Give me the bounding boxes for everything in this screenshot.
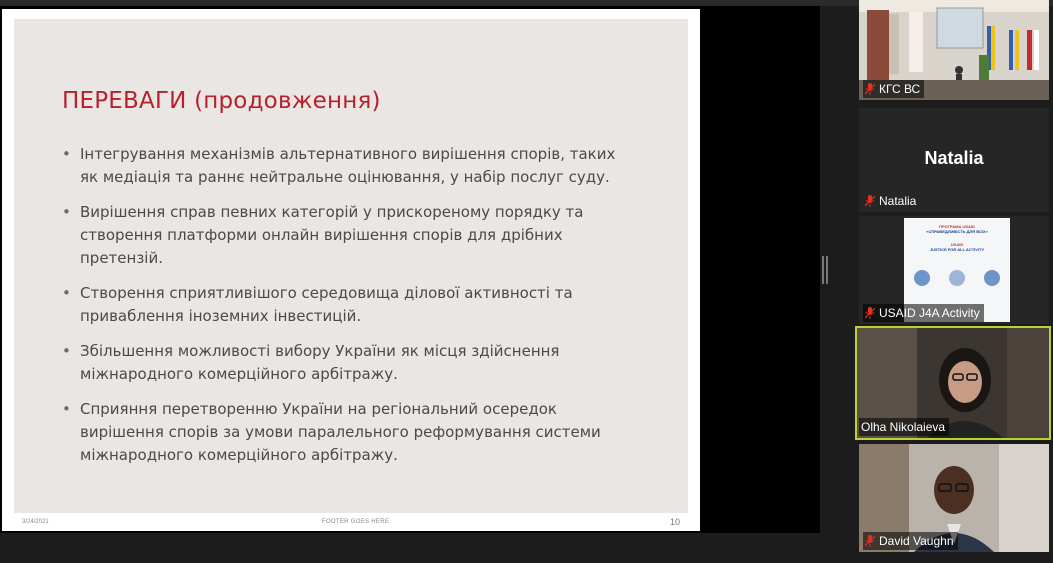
participant-tile[interactable] <box>859 0 1049 100</box>
slide-content-area <box>14 19 688 513</box>
slide-page-number: 10 <box>669 517 680 527</box>
bullet-item: • Вирішення справ певних категорій у прискореному порядку та створення платформи онлайн вирішення спорів для дрібних претензій. <box>62 203 584 267</box>
participant-name-label: Natalia <box>863 192 920 210</box>
bullet-item: • Сприяння перетворенню України на регіональний осередок вирішення спорів за умови паралельного реформування системи міжнародного комерційного арбітражу. <box>62 400 601 464</box>
bullet-item: • Збільшення можливості вибору України як місця здійснення міжнародного комерційного арбітражу. <box>62 342 560 383</box>
bullet-icon: • <box>62 145 71 163</box>
bullet-list <box>62 143 662 479</box>
presentation-slide <box>2 9 700 531</box>
participant-tile[interactable] <box>859 216 1049 324</box>
participant-tile[interactable] <box>859 444 1049 552</box>
bullet-icon: • <box>62 284 71 302</box>
mic-muted-icon <box>865 83 875 95</box>
bullet-item: • Інтегрування механізмів альтернативного вирішення спорів, таких як медіація та раннє нейтральне оцінювання, у набір послуг суду. <box>62 145 616 186</box>
panel-resize-handle[interactable] <box>822 256 828 284</box>
bullet-item: • Створення сприятливішого середовища ділової активності та приваблення іноземних інвестицій. <box>62 284 573 325</box>
bullet-icon: • <box>62 400 71 418</box>
participant-name-label: David Vaughn <box>863 532 958 550</box>
mic-muted-icon <box>865 307 875 319</box>
participant-tile-active-speaker[interactable] <box>855 326 1051 440</box>
usaid-poster: ПРОГРАМА USAID «СПРАВЕДЛИВІСТЬ ДЛЯ ВСІХ» USAID JUSTICE FOR ALL ACTIVITY <box>904 218 1010 322</box>
slide-footer-date: 3/24/2021 <box>22 519 49 525</box>
participant-name-label: Olha Nikolaieva <box>859 418 949 436</box>
bottom-bar <box>0 533 855 563</box>
bullet-icon: • <box>62 342 71 360</box>
bullet-icon: • <box>62 203 71 221</box>
participant-gallery <box>855 0 1053 563</box>
participant-tile[interactable] <box>859 108 1049 212</box>
participant-display-name: Natalia <box>924 148 984 168</box>
shared-screen <box>0 6 820 533</box>
usaid-logos-icon <box>904 258 1010 298</box>
mic-muted-icon <box>865 535 875 547</box>
mic-muted-icon <box>865 195 875 207</box>
slide-footer-text: FOOTER GOES HERE <box>322 519 390 525</box>
participant-name-label: КГС ВС <box>863 80 924 98</box>
participant-name-label: USAID J4A Activity <box>863 304 984 322</box>
slide-title: ПЕРЕВАГИ (продовження) <box>62 88 381 114</box>
